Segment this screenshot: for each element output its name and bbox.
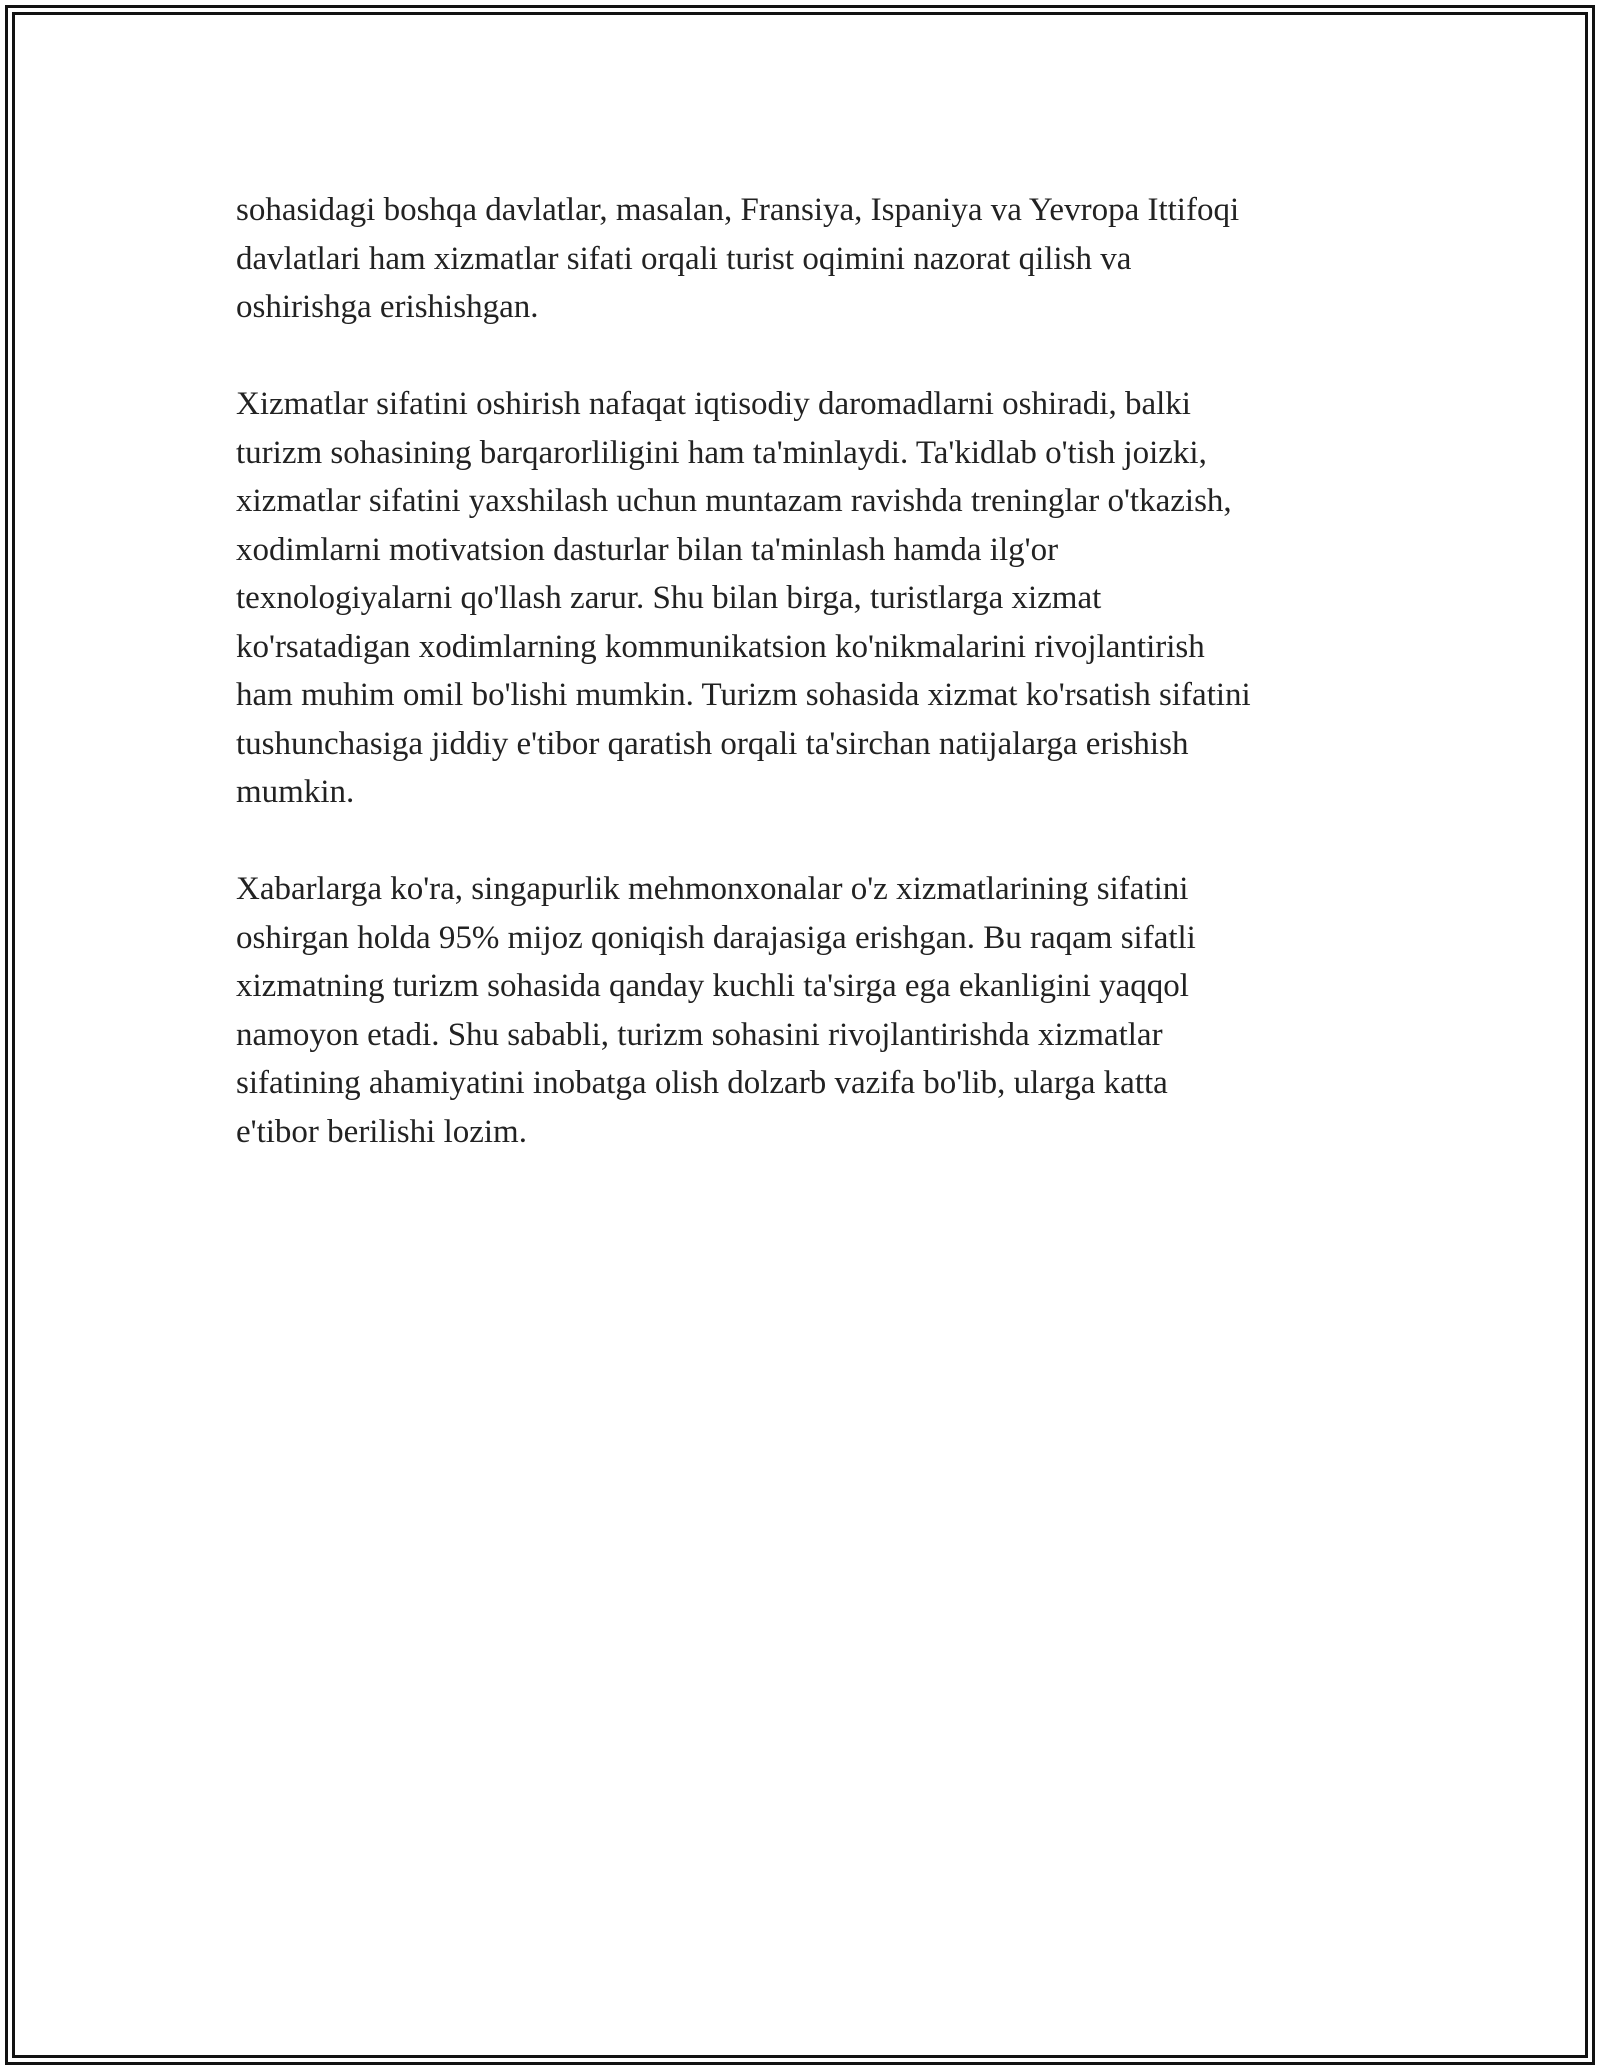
paragraph-3: Xabarlarga ko'ra, singapurlik mehmonxonalar o'z xizmatlarining sifatini oshirgan holda 95% mijoz qoniqish darajasiga erishgan. Bu raqam sifatli xizmatning turizm sohasida qanday kuchli ta'sirga ega ekanligini yaqqol namoyon etadi. Shu sababli, turizm sohasini rivojlantirishda xizmatlar sifatining ahamiyatini inobatga olish dolzarb vazifa bo'lib, ularga katta e'tibor berilishi lozim.: [236, 871, 1196, 1150]
paragraph-2: Xizmatlar sifatini oshirish nafaqat iqtisodiy daromadlarni oshiradi, balki turizm sohasining barqarorliligini ham ta'minlaydi. Ta'kidlab o'tish joizki, xizmatlar sifatini yaxshilash uchun muntazam ravishda treninglar o'tkazish, xodimlarni motivatsion dasturlar bilan ta'minlash hamda ilg'or texnologiyalarni qo'llash zarur. Shu bilan birga, turistlarga xizmat ko'rsatadigan xodimlarning kommunikatsion ko'nikmalarini rivojlantirish ham muhim omil bo'lishi mumkin. Turizm sohasida xizmat ko'rsatish sifatini tushunchasiga jiddiy e'tibor qaratish orqali ta'sirchan natijalarga erishish mumkin.: [236, 386, 1251, 810]
paragraph-1: sohasidagi boshqa davlatlar, masalan, Fransiya, Ispaniya va Yevropa Ittifoqi davlatlari ham xizmatlar sifati orqali turist oqimini nazorat qilish va oshirishga erishishgan.: [236, 192, 1240, 325]
document-body: [236, 186, 1376, 1156]
